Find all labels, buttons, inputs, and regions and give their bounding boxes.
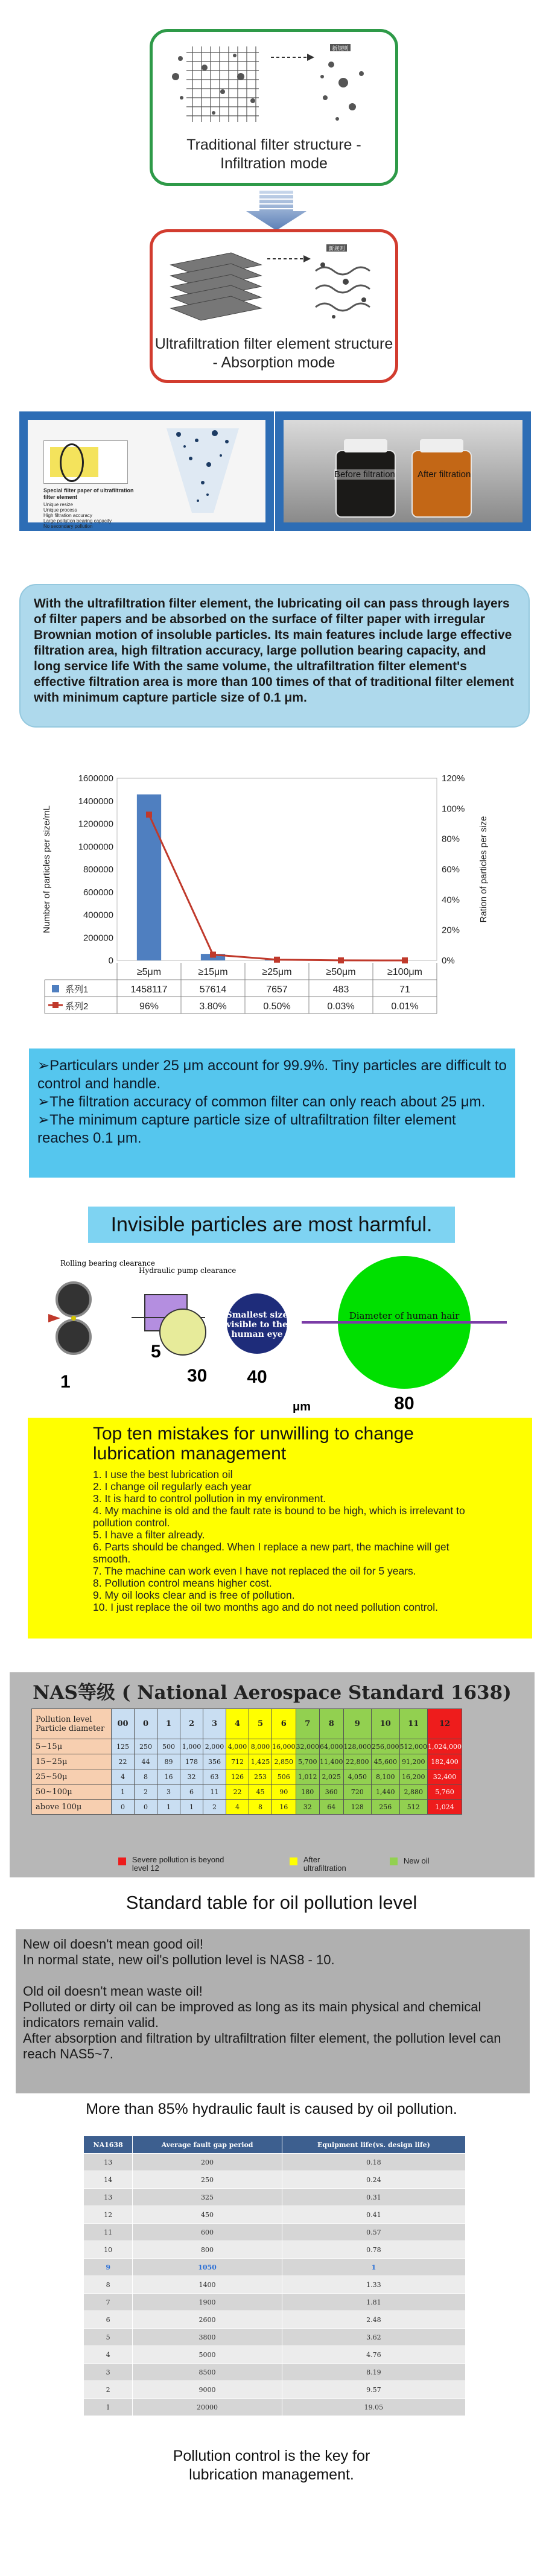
- nas-level-header: 2: [180, 1709, 203, 1739]
- nas-cell: 512: [399, 1800, 428, 1815]
- fault-header-cell: Equipment life(vs. design life): [282, 2136, 465, 2154]
- fault-cell: 2.48: [282, 2311, 465, 2329]
- final-caption-text: Pollution control is the key for lubrication management.: [173, 2448, 370, 2483]
- table-row: [84, 2259, 466, 2276]
- fault-cell: 5: [84, 2329, 133, 2346]
- new-swatch: [390, 1857, 398, 1865]
- grey-line-5: Polluted or dirty oil can be improved as long as its main physical and chemical indicators remain valid.: [23, 1999, 481, 2030]
- nas-cell: 11: [203, 1784, 226, 1800]
- legend-new: New oil: [390, 1856, 430, 1865]
- invisible-particles-title: Invisible particles are most harmful.: [88, 1207, 455, 1243]
- nas-row: [32, 1769, 462, 1784]
- ultrafiltration-illustration: [165, 241, 388, 331]
- nas-cell: 4,000: [226, 1739, 249, 1754]
- fault-cell: 450: [133, 2206, 282, 2224]
- fault-cell: 0.57: [282, 2224, 465, 2241]
- rolling-label: Rolling bearing clearance: [60, 1259, 155, 1267]
- nas-cell: 250: [135, 1739, 157, 1754]
- traditional-caption: Traditional filter structure - Infiltration mode: [186, 136, 361, 172]
- y2-tick-label: 40%: [442, 895, 460, 906]
- x-tick-label: ≥15μm: [198, 967, 228, 977]
- nas-cell: 8,100: [372, 1769, 400, 1784]
- nas-cell: 32,400: [428, 1769, 462, 1784]
- fault-cell: 2: [84, 2381, 133, 2399]
- nas-cell: 2,025: [320, 1769, 344, 1784]
- fault-cell: 1.33: [282, 2276, 465, 2294]
- fault-cell: 0.18: [282, 2154, 465, 2171]
- size-5: 5: [151, 1342, 161, 1362]
- nas-cell: 90: [272, 1784, 296, 1800]
- fault-cell: 1: [84, 2399, 133, 2416]
- pump-particle: [160, 1309, 206, 1355]
- label-small-2: 新规则: [328, 246, 345, 252]
- fault-cell: 8500: [133, 2364, 282, 2381]
- table-row: [84, 2154, 466, 2171]
- y2-tick-label: 120%: [442, 773, 465, 784]
- fault-cell: 10: [84, 2241, 133, 2259]
- y-axis-label: Number of particles per size/mL: [42, 805, 52, 933]
- y-tick-label: 800000: [83, 864, 113, 875]
- size-1: 1: [60, 1372, 71, 1392]
- data-label-series2: 96%: [139, 1001, 159, 1012]
- fault-cell: 9: [84, 2259, 133, 2276]
- nas-cell: 360: [320, 1784, 344, 1800]
- nas-cell: 500: [157, 1739, 180, 1754]
- y-tick-label: 1000000: [78, 842, 113, 852]
- x-tick-label: ≥100μm: [387, 967, 423, 977]
- fault-cell: 600: [133, 2224, 282, 2241]
- fault-cell: 4.76: [282, 2346, 465, 2364]
- hydraulic-label: Hydraulic pump clearance: [139, 1266, 237, 1275]
- list-item: 1. I use the best lubrication oil: [93, 1468, 233, 1480]
- legend-after: After ultrafiltration: [290, 1856, 358, 1873]
- ultrafiltration-caption: Ultrafiltration filter element structure - Absorption mode: [154, 335, 393, 371]
- fault-cell: 14: [84, 2171, 133, 2189]
- legend-series2: 系列2: [65, 1001, 89, 1012]
- nas-corner: Pollution level Particle diameter: [32, 1709, 112, 1739]
- nas-cell: 0: [112, 1800, 135, 1815]
- nas-row-label: 25~50μ: [32, 1769, 112, 1784]
- nas-cell: 32: [296, 1800, 320, 1815]
- nas-cell: 32,000: [296, 1739, 320, 1754]
- nas-cell: 1,024: [428, 1800, 462, 1815]
- note-3: ➢The minimum capture particle size of ultrafiltration filter element reaches 0.1 μm.: [37, 1112, 456, 1146]
- fault-cell: 0.31: [282, 2189, 465, 2206]
- line-point: [274, 957, 280, 963]
- size-30: 30: [187, 1366, 208, 1386]
- nas-cell: 8,000: [249, 1739, 272, 1754]
- data-label-series2: 0.01%: [391, 1001, 419, 1012]
- fault-cell: 8: [84, 2276, 133, 2294]
- nas-cell: 22: [226, 1784, 249, 1800]
- fault-cell: 6: [84, 2311, 133, 2329]
- y2-axis-label: Ration of particles per size: [478, 816, 489, 923]
- x-tick-label: ≥25μm: [262, 967, 292, 977]
- nas-standard-panel: [10, 1672, 535, 1877]
- filter-paper-panel: [19, 411, 274, 531]
- nas-cell: 178: [180, 1754, 203, 1769]
- table-row: [84, 2224, 466, 2241]
- nas-cell: 16: [157, 1769, 180, 1784]
- fault-cell: 800: [133, 2241, 282, 2259]
- fault-cell: 8.19: [282, 2364, 465, 2381]
- nas-level-header: 11: [399, 1709, 428, 1739]
- nas-cell: 506: [272, 1769, 296, 1784]
- dirty-oil-bottle: [335, 450, 396, 518]
- nas-cell: 63: [203, 1769, 226, 1784]
- nas-row-label: 15~25μ: [32, 1754, 112, 1769]
- fault-cell: 1: [282, 2259, 465, 2276]
- particle-size-diagram: [36, 1255, 519, 1412]
- y2-tick-label: 20%: [442, 925, 460, 936]
- list-item: 8. Pollution control means higher cost.: [93, 1577, 272, 1589]
- nas-level-header: 4: [226, 1709, 249, 1739]
- line-point: [146, 811, 152, 817]
- fault-cell: 9.57: [282, 2381, 465, 2399]
- nas-level-header: 0: [135, 1709, 157, 1739]
- nas-title: NAS等级 ( National Aerospace Standard 1638): [33, 1682, 512, 1704]
- list-item: 9. My oil looks clear and is free of pollution.: [93, 1589, 295, 1601]
- y2-tick-label: 0%: [442, 956, 455, 966]
- data-label-series1: 71: [399, 985, 410, 995]
- plot-area: [117, 778, 437, 960]
- y2-tick-label: 60%: [442, 864, 460, 875]
- y-tick-label: 1200000: [78, 819, 113, 830]
- ultrafiltration-card: [150, 229, 398, 383]
- table-row: [84, 2311, 466, 2329]
- fault-cell: 325: [133, 2189, 282, 2206]
- fault-header-cell: NA1638: [84, 2136, 133, 2154]
- standard-table-caption: Standard table for oil pollution level: [125, 1892, 418, 1913]
- nas-row: [32, 1800, 462, 1815]
- bearing-roller-bottom: [57, 1320, 91, 1354]
- nas-cell: 0: [135, 1800, 157, 1815]
- nas-cell: 256,000: [372, 1739, 400, 1754]
- nas-level-header: 12: [428, 1709, 462, 1739]
- nas-cell: 1: [112, 1784, 135, 1800]
- fault-cell: 13: [84, 2189, 133, 2206]
- after-filtration-label: After filtration: [418, 469, 471, 480]
- table-row: [84, 2171, 466, 2189]
- x-tick-label: ≥50μm: [326, 967, 356, 977]
- nas-level-header: 6: [272, 1709, 296, 1739]
- nas-cell: 16,200: [399, 1769, 428, 1784]
- fault-cell: 13: [84, 2154, 133, 2171]
- note-2: ➢The filtration accuracy of common filter can only reach about 25 μm.: [37, 1094, 486, 1110]
- fault-cell: 11: [84, 2224, 133, 2241]
- smallest-label-3: human eye: [231, 1330, 283, 1339]
- particle-chart: [21, 766, 521, 1032]
- nas-cell: 16,000: [272, 1739, 296, 1754]
- bar: [137, 795, 161, 960]
- nas-level-header: 1: [157, 1709, 180, 1739]
- list-item: 6. Parts should be changed. When I replace a new part, the machine will get smooth.: [93, 1541, 449, 1565]
- smallest-label-2: visible to the: [226, 1320, 288, 1330]
- oil-notes: [16, 1929, 530, 2093]
- bottle-cap-right: [420, 439, 463, 452]
- legend-series1: 系列1: [65, 985, 89, 995]
- clean-oil-bottle: [411, 450, 472, 518]
- grey-line-4: Old oil doesn't mean waste oil!: [23, 1984, 203, 1999]
- nas-cell: 11,400: [320, 1754, 344, 1769]
- severe-swatch: [118, 1857, 126, 1865]
- table-row: [84, 2346, 466, 2364]
- bottle-cap-left: [344, 439, 387, 452]
- fault-cell: 1.81: [282, 2294, 465, 2311]
- nas-row: [32, 1784, 462, 1800]
- nas-cell: 32: [180, 1769, 203, 1784]
- fault-cell: 0.41: [282, 2206, 465, 2224]
- data-label-series1: 1458117: [130, 985, 168, 995]
- particle-chart-svg: [21, 766, 521, 1032]
- list-item: 2. I change oil regularly each year: [93, 1480, 252, 1493]
- grey-line-6: After absorption and filtration by ultrafiltration filter element, the pollution level can reach NAS5~7.: [23, 2031, 501, 2061]
- nas-cell: 128,000: [343, 1739, 372, 1754]
- nas-cell: 712: [226, 1754, 249, 1769]
- size-40: 40: [247, 1367, 267, 1387]
- fault-cell: 12: [84, 2206, 133, 2224]
- nas-cell: 8: [135, 1769, 157, 1784]
- nas-cell: 91,200: [399, 1754, 428, 1769]
- nas-cell: 2: [135, 1784, 157, 1800]
- nas-cell: 5,760: [428, 1784, 462, 1800]
- list-item: 5. I have a filter already.: [93, 1529, 205, 1541]
- unit-label: μm: [293, 1400, 311, 1413]
- fault-cell: 3.62: [282, 2329, 465, 2346]
- nas-cell: 1,440: [372, 1784, 400, 1800]
- nas-cell: 45,600: [372, 1754, 400, 1769]
- y2-tick-label: 80%: [442, 834, 460, 845]
- y-tick-label: 200000: [83, 933, 113, 944]
- table-row: [84, 2276, 466, 2294]
- nas-cell: 4: [112, 1769, 135, 1784]
- fault-cell: 19.05: [282, 2399, 465, 2416]
- nas-cell: 22,800: [343, 1754, 372, 1769]
- line-point: [210, 951, 216, 957]
- traditional-filter-illustration: [168, 40, 386, 131]
- nas-table: [31, 1708, 462, 1815]
- table-row: [84, 2189, 466, 2206]
- nas-cell: 89: [157, 1754, 180, 1769]
- fault-cell: 0.24: [282, 2171, 465, 2189]
- bearing-particle: [71, 1316, 76, 1321]
- nas-row-label: 5~15μ: [32, 1739, 112, 1754]
- nas-cell: 1,000: [180, 1739, 203, 1754]
- data-label-series1: 483: [332, 985, 349, 995]
- nas-cell: 512,000: [399, 1739, 428, 1754]
- nas-level-header: 00: [112, 1709, 135, 1739]
- fault-cell: 3800: [133, 2329, 282, 2346]
- data-label-series2: 0.50%: [263, 1001, 291, 1012]
- nas-row: [32, 1754, 462, 1769]
- nas-level-header: 10: [372, 1709, 400, 1739]
- nas-cell: 128: [343, 1800, 372, 1815]
- nas-cell: 1,012: [296, 1769, 320, 1784]
- fault-cell: 4: [84, 2346, 133, 2364]
- nas-level-header: 8: [320, 1709, 344, 1739]
- fault-cell: 7: [84, 2294, 133, 2311]
- nas-cell: 1,024,000: [428, 1739, 462, 1754]
- nas-row-label: 50~100μ: [32, 1784, 112, 1800]
- fault-cell: 1400: [133, 2276, 282, 2294]
- nas-level-header: 9: [343, 1709, 372, 1739]
- nas-level-header: 7: [296, 1709, 320, 1739]
- traditional-filter-card: [150, 29, 398, 186]
- oil-comparison-panel: [275, 411, 531, 531]
- grey-line-1: New oil doesn't mean good oil!: [23, 1937, 203, 1952]
- table-row: [84, 2399, 466, 2416]
- nas-cell: 3: [157, 1784, 180, 1800]
- fault-cell: 0.78: [282, 2241, 465, 2259]
- list-item: 4. My machine is old and the fault rate is bound to be high, which is irrelevant to pollution control.: [93, 1505, 465, 1529]
- smallest-label-1: Smallest size: [226, 1310, 288, 1320]
- nas-cell: 2,850: [272, 1754, 296, 1769]
- fault-cell: 1050: [133, 2259, 282, 2276]
- nas-cell: 1,425: [249, 1754, 272, 1769]
- nas-cell: 1: [157, 1800, 180, 1815]
- y2-tick-label: 100%: [442, 804, 465, 814]
- nas-header-row: [32, 1709, 462, 1739]
- fault-cell: 2600: [133, 2311, 282, 2329]
- fault-header-cell: Average fault gap period: [133, 2136, 282, 2154]
- fault-cell: 1900: [133, 2294, 282, 2311]
- legend-line-marker: [52, 1002, 59, 1008]
- list-item: 3. It is hard to control pollution in my environment.: [93, 1493, 326, 1505]
- table-row: [84, 2241, 466, 2259]
- after-swatch: [290, 1857, 297, 1865]
- list-item: 10. I just replace the oil two months ago and do not need pollution control.: [93, 1601, 439, 1613]
- fault-header-row: [84, 2136, 466, 2154]
- mistakes-title: Top ten mistakes for unwilling to change lubrication management: [93, 1424, 414, 1464]
- nas-cell: 182,400: [428, 1754, 462, 1769]
- y-tick-label: 400000: [83, 910, 113, 921]
- before-filtration-label: Before filtration: [334, 469, 395, 480]
- list-item: 7. The machine can work even I have not replaced the oil for 5 years.: [93, 1565, 416, 1577]
- nas-level-header: 3: [203, 1709, 226, 1739]
- nas-cell: 180: [296, 1784, 320, 1800]
- final-caption: [0, 2447, 543, 2484]
- nas-cell: 6: [180, 1784, 203, 1800]
- nas-cell: 2: [203, 1800, 226, 1815]
- nas-cell: 2,880: [399, 1784, 428, 1800]
- bearing-roller-top: [57, 1283, 91, 1316]
- nas-level-header: 5: [249, 1709, 272, 1739]
- panel-left-title: Special filter paper of ultrafiltration filter element: [43, 487, 134, 500]
- nas-cell: 5,700: [296, 1754, 320, 1769]
- down-arrow-icon: [246, 191, 306, 230]
- nas-cell: 125: [112, 1739, 135, 1754]
- table-row: [84, 2381, 466, 2399]
- legend-bar-swatch: [52, 985, 59, 992]
- nas-cell: 720: [343, 1784, 372, 1800]
- nas-row-label: above 100μ: [32, 1800, 112, 1815]
- nas-cell: 64,000: [320, 1739, 344, 1754]
- particle-notes: [29, 1048, 515, 1178]
- y-tick-label: 1400000: [78, 796, 113, 807]
- y-tick-label: 600000: [83, 887, 113, 898]
- fault-cell: 3: [84, 2364, 133, 2381]
- nas-cell: 4,050: [343, 1769, 372, 1784]
- nas-cell: 22: [112, 1754, 135, 1769]
- nas-cell: 44: [135, 1754, 157, 1769]
- label-small-1: 新规则: [332, 46, 349, 52]
- nas-cell: 1: [180, 1800, 203, 1815]
- fault-cell: 5000: [133, 2346, 282, 2364]
- fault-gap-table: [83, 2136, 466, 2416]
- nas-cell: 356: [203, 1754, 226, 1769]
- nas-cell: 16: [272, 1800, 296, 1815]
- line-point: [338, 957, 344, 963]
- nas-cell: 8: [249, 1800, 272, 1815]
- data-label-series2: 0.03%: [327, 1001, 355, 1012]
- nas-cell: 256: [372, 1800, 400, 1815]
- fault-cell: 250: [133, 2171, 282, 2189]
- particle-funnel-illustration: [160, 422, 257, 519]
- nas-cell: 64: [320, 1800, 344, 1815]
- nas-cell: 45: [249, 1784, 272, 1800]
- nas-cell: 2,000: [203, 1739, 226, 1754]
- fault-cell: 200: [133, 2154, 282, 2171]
- y-tick-label: 0: [108, 956, 113, 966]
- mistakes-list: [93, 1468, 466, 1613]
- ultrafiltration-info: With the ultrafiltration filter element, the lubricating oil can pass through layers of filter papers and be absorbed on the surface of filter paper with irregular Brownian motion of insoluble particles. Its main features include large effective filtration area, high filtration accuracy, large pollution bearing capacity, and long service life With the same volume, the ultrafiltration filter element's effective filtration area is more than 100 times of that of traditional filter element with minimum capture particle size of 0.1 μm.: [19, 584, 530, 728]
- hair-label: Diameter of human hair: [349, 1310, 460, 1321]
- nas-cell: 126: [226, 1769, 249, 1784]
- panel-left-bullets: Unique resize Unique process High filtration accuracy Large pollution bearing capacity No secondary pollution: [43, 502, 112, 529]
- size-80: 80: [394, 1394, 414, 1413]
- data-label-series1: 7657: [266, 985, 288, 995]
- grey-line-2: In normal state, new oil's pollution level is NAS8 - 10.: [23, 1952, 335, 1967]
- table-row: [84, 2329, 466, 2346]
- data-label-series2: 3.80%: [199, 1001, 227, 1012]
- table-row: [84, 2206, 466, 2224]
- grey-spacer: [23, 1968, 522, 1984]
- filter-paper-photo: [43, 440, 128, 484]
- fault-cell: 20000: [133, 2399, 282, 2416]
- hydraulic-fault-caption: More than 85% hydraulic fault is caused by oil pollution.: [86, 2101, 457, 2118]
- line-point: [402, 957, 408, 963]
- mistakes-box: [28, 1418, 532, 1639]
- nas-cell: 4: [226, 1800, 249, 1815]
- table-row: [84, 2364, 466, 2381]
- y-tick-label: 1600000: [78, 773, 113, 784]
- fault-cell: 9000: [133, 2381, 282, 2399]
- nas-row: [32, 1739, 462, 1754]
- bearing-arrow-icon: [48, 1314, 60, 1322]
- nas-cell: 253: [249, 1769, 272, 1784]
- data-label-series1: 57614: [199, 985, 227, 995]
- table-row: [84, 2294, 466, 2311]
- legend-severe: Severe pollution is beyond level 12: [118, 1856, 235, 1873]
- x-tick-label: ≥5μm: [136, 967, 162, 977]
- note-1: ➢Particulars under 25 μm account for 99.9%. Tiny particles are difficult to control and handle.: [37, 1058, 507, 1092]
